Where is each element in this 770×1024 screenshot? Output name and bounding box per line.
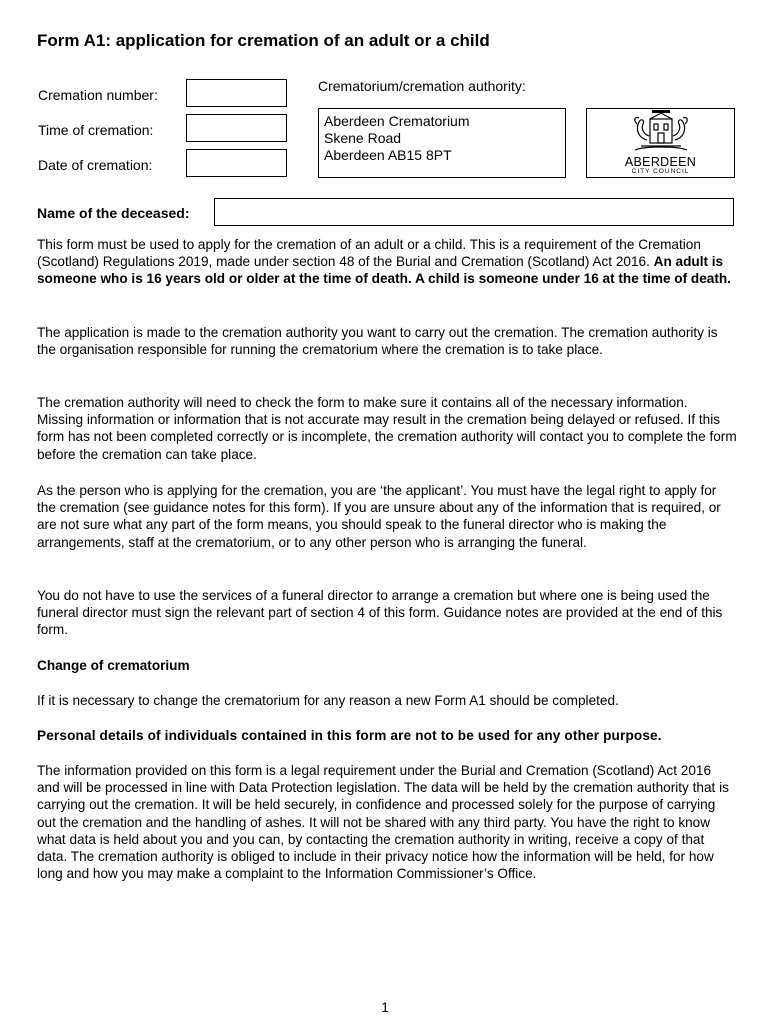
form-title: Form A1: application for cremation of an adult or a child xyxy=(37,31,490,50)
logo-name: ABERDEEN xyxy=(624,155,697,169)
logo-subtitle: CITY COUNCIL xyxy=(631,168,690,175)
check-paragraph: The cremation authority will need to check the form to make sure it contains all of the necessary information. Missing information or information that is not accurate may result in the cremation being delayed or refused. If this form has not been completed correctly or is incomplete, the cremation authority will contact you to complete the form before the cremation can take place. xyxy=(37,395,737,462)
time-label: Time of cremation: xyxy=(38,122,154,138)
cremation-number-field[interactable] xyxy=(186,79,287,107)
council-logo xyxy=(586,108,735,178)
authority-label: Crematorium/cremation authority: xyxy=(318,78,526,94)
change-paragraph: If it is necessary to change the crematorium for any reason a new Form A1 should be completed. xyxy=(37,693,619,708)
coat-of-arms-icon xyxy=(621,110,701,154)
change-heading: Change of crematorium xyxy=(37,658,190,673)
data-protection-paragraph: The information provided on this form is a legal requirement under the Burial and Cremation (Scotland) Act 2016 and will be processed in line with Data Protection legislation. The data will be held by the cremation authority that is carrying out the cremation. It will be held securely, in confidence and processed solely for the purpose of carrying out the cremation and the handling of ashes. It will not be shared with any third party. You have the right to know what data is held about you and you can, by contacting the cremation authority in writing, receive a copy of that data. The cremation authority is obliged to include in their privacy notice how the information will be held, for how long and how you may make a complaint to the Information Commissioner’s Office. xyxy=(37,763,729,882)
application-paragraph: The application is made to the cremation authority you want to carry out the cremation. The cremation authority is the organisation responsible for running the crematorium where the cremation is to take place. xyxy=(37,325,718,358)
funeral-director-paragraph: You do not have to use the services of a funeral director to arrange a cremation but where one is being used the funeral director must sign the relevant part of section 4 of this form. Guidance notes are provided at the end of this form. xyxy=(37,588,723,638)
page-number: 1 xyxy=(381,999,389,1015)
intro-text: This form must be used to apply for the cremation of an adult or a child. This is a requirement of the Cremation (Scotland) Regulations 2019, made under section 48 of the Burial and Cremation (Scotland) Act 2016. xyxy=(37,237,701,270)
cremation-number-label: Cremation number: xyxy=(38,87,158,103)
intro-definition: An adult is someone who is 16 years old or older at the time of death. A child is someone under 16 at the time of death. xyxy=(37,254,731,287)
authority-line-3: Aberdeen AB15 8PT xyxy=(324,147,452,163)
date-field[interactable] xyxy=(186,149,287,177)
personal-details-heading: Personal details of individuals contained in this form are not to be used for any other purpose. xyxy=(37,728,662,743)
applicant-paragraph: As the person who is applying for the cremation, you are ‘the applicant’. You must have the legal right to apply for the cremation (see guidance notes for this form). If you are unsure about any of the information that is required, or are not sure what any part of the form means, you should speak to the funeral director who is making the arrangements, staff at the crematorium, or to any other person who is arranging the funeral. xyxy=(37,483,721,550)
authority-line-2: Skene Road xyxy=(324,130,402,146)
time-field[interactable] xyxy=(186,114,287,142)
deceased-label: Name of the deceased: xyxy=(37,205,190,221)
authority-line-1: Aberdeen Crematorium xyxy=(324,113,470,129)
authority-address-box xyxy=(318,108,566,178)
deceased-name-field[interactable] xyxy=(214,198,734,226)
date-label: Date of cremation: xyxy=(38,157,153,173)
intro-paragraph xyxy=(37,236,737,288)
